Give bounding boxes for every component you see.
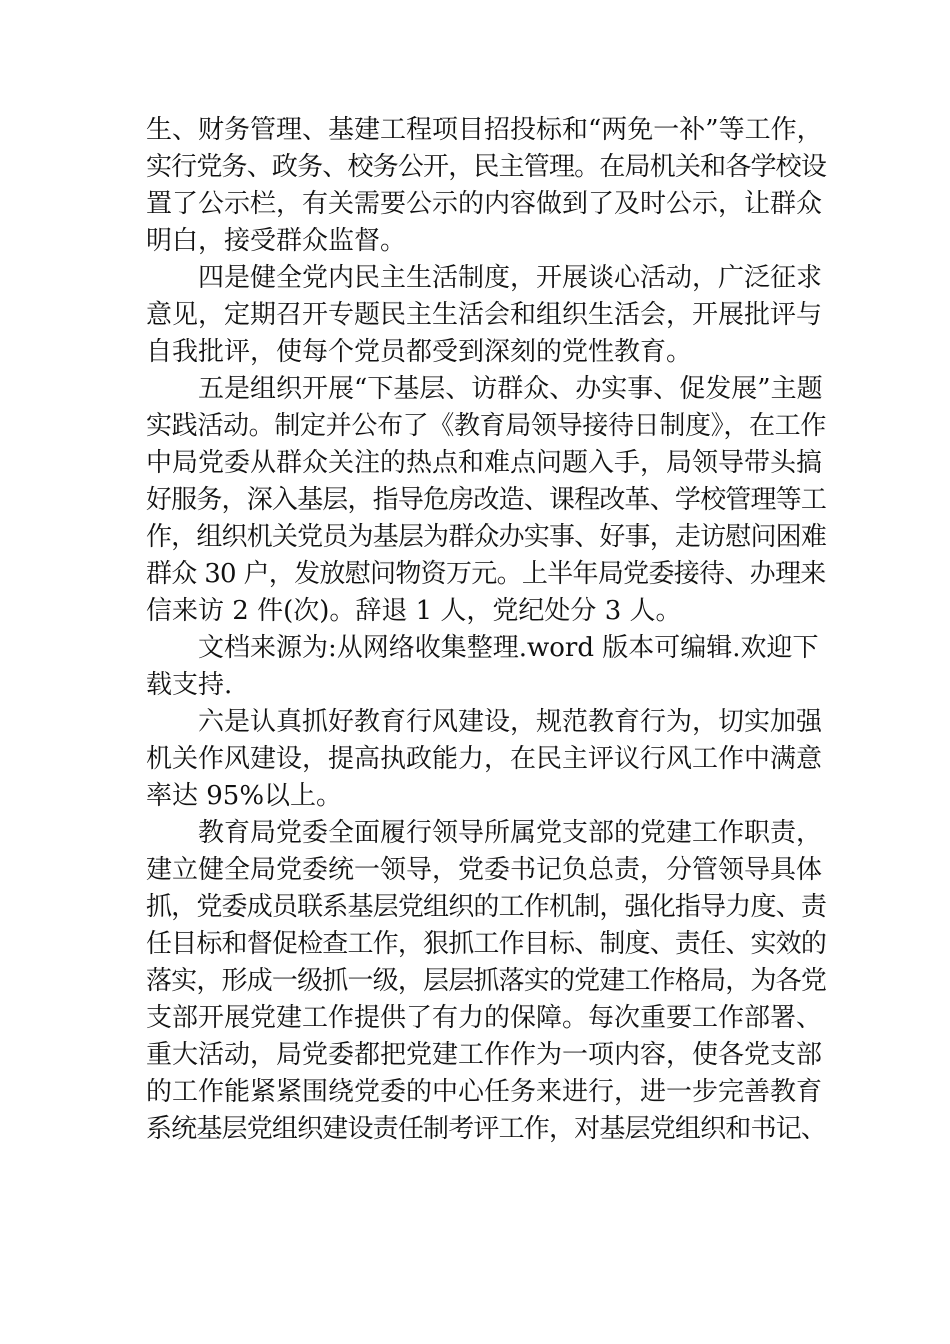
text-line: 中局党委从群众关注的热点和难点问题入手，局领导带头搞 [146,448,823,478]
text-line: 五是组织开展“下基层、访群众、办实事、促发展”主题 [146,374,823,404]
text-line: 重大活动，局党委都把党建工作作为一项内容，使各党支部 [146,1040,823,1070]
text-line: 文档来源为:从网络收集整理.word 版本可编辑.欢迎下 [146,633,819,663]
text-line: 群众 30 户，发放慰问物资万元。上半年局党委接待、办理来 [146,559,826,589]
paragraph-six [146,704,826,815]
paragraph-four [146,260,826,371]
paragraph-source [146,630,826,704]
text-line: 抓，党委成员联系基层党组织的工作机制，强化指导力度、责 [146,892,827,922]
text-line: 机关作风建设，提高执政能力，在民主评议行风工作中满意 [146,744,823,774]
text-line: 好服务，深入基层，指导危房改造、课程改革、学校管理等工 [146,485,827,515]
text-line: 率达 95%以上。 [146,781,343,811]
text-line: 落实，形成一级抓一级，层层抓落实的党建工作格局，为各党 [146,966,827,996]
document-page [146,112,826,1148]
text-line: 置了公示栏，有关需要公示的内容做到了及时公示，让群众 [146,189,823,219]
text-line: 支部开展党建工作提供了有力的保障。每次重要工作部署、 [146,1003,823,1033]
text-line: 六是认真抓好教育行风建设，规范教育行为，切实加强 [146,707,823,737]
text-line: 建立健全局党委统一领导，党委书记负总责，分管领导具体 [146,855,823,885]
text-line: 载支持. [146,670,233,700]
text-line: 意见，定期召开专题民主生活会和组织生活会，开展批评与 [146,300,823,330]
text-line: 自我批评，使每个党员都受到深刻的党性教育。 [146,337,693,367]
text-line: 明白，接受群众监督。 [146,226,407,256]
text-line: 系统基层党组织建设责任制考评工作，对基层党组织和书记、 [146,1114,827,1144]
text-line: 实行党务、政务、校务公开，民主管理。在局机关和各学校设 [146,152,827,182]
text-line: 作，组织机关党员为基层为群众办实事、好事，走访慰问困难 [146,522,827,552]
text-line: 四是健全党内民主生活制度，开展谈心活动，广泛征求 [146,263,823,293]
text-line: 实践活动。制定并公布了《教育局领导接待日制度》，在工作 [146,411,827,441]
paragraph-party [146,815,826,1148]
paragraph-five [146,371,826,630]
text-line: 的工作能紧紧围绕党委的中心任务来进行，进一步完善教育 [146,1077,823,1107]
text-line: 信来访 2 件(次)。辞退 1 人，党纪处分 3 人。 [146,596,682,626]
paragraph-continuation [146,112,826,260]
text-line: 教育局党委全面履行领导所属党支部的党建工作职责， [146,818,823,848]
text-line: 生、财务管理、基建工程项目招投标和“两免一补”等工作， [146,115,823,145]
text-line: 任目标和督促检查工作，狠抓工作目标、制度、责任、实效的 [146,929,827,959]
